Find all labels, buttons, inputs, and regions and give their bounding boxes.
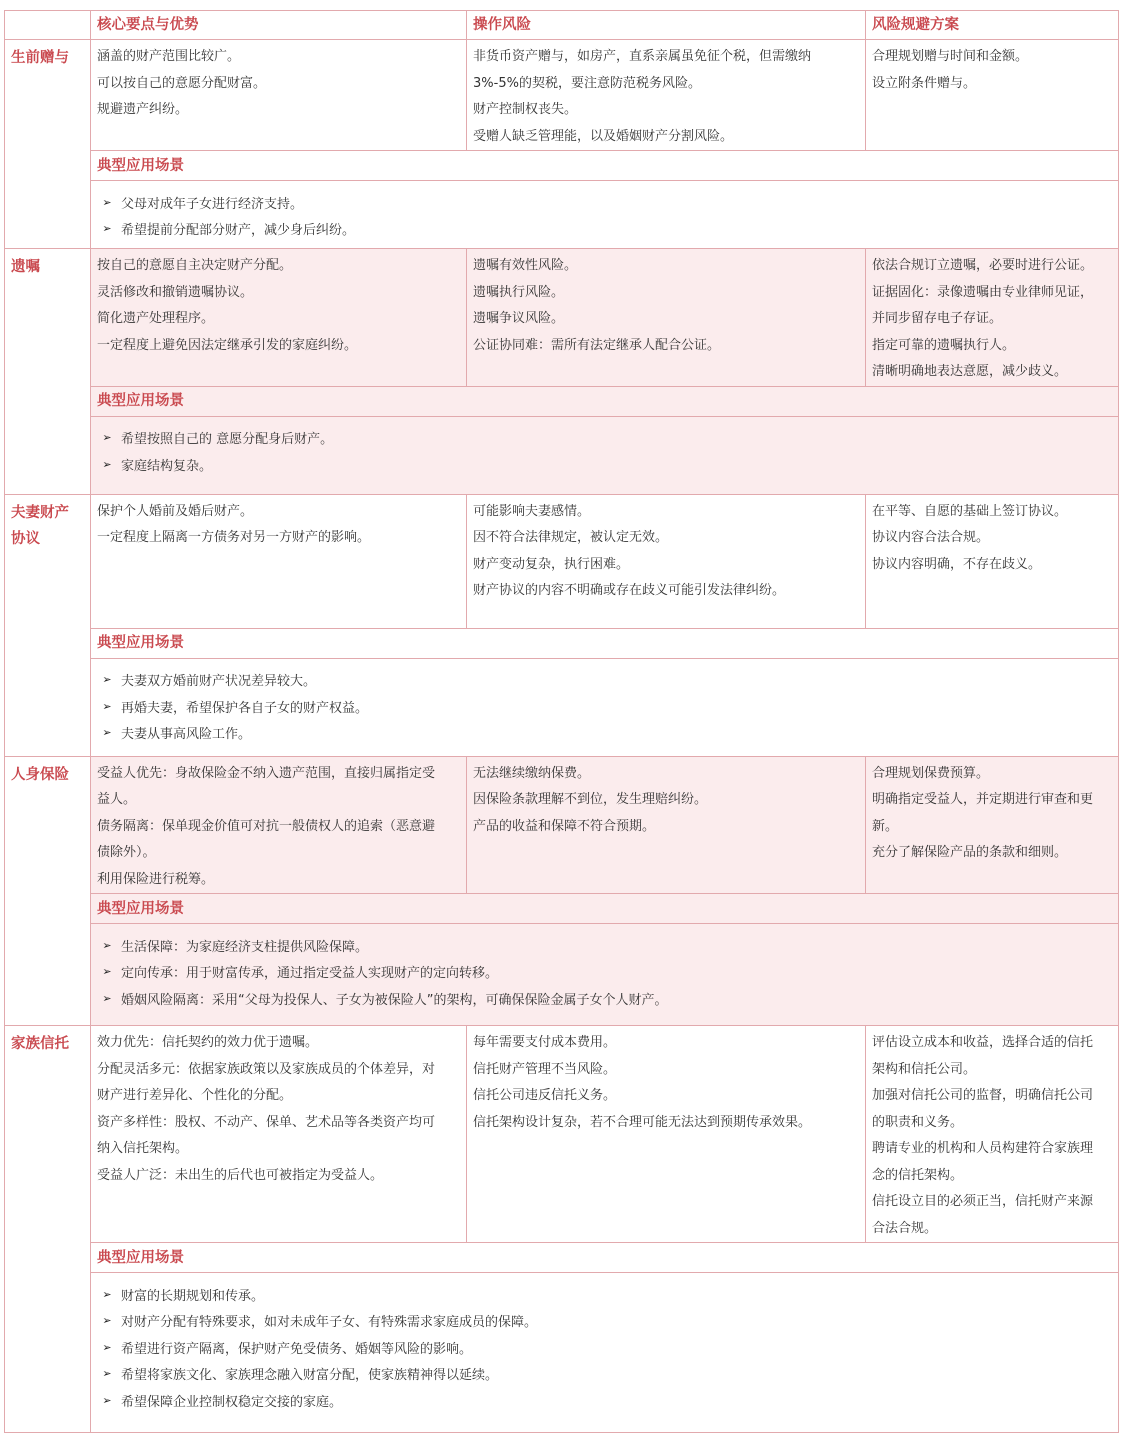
solutions-cell <box>866 249 1119 387</box>
risks-line: 非货币资产赠与，如房产，直系亲属虽免征个税，但需缴纳 <box>473 49 812 64</box>
scenario-title: 典型应用场景 <box>97 900 184 917</box>
scenario-title: 典型应用场景 <box>97 393 184 409</box>
solutions-line: 聘请专业的机构和人员构建符合家族理 <box>872 1141 1094 1156</box>
section-row-1 <box>5 249 1119 387</box>
solutions-line: 合法合规。 <box>872 1220 938 1236</box>
risks-line: 产品的收益和保障不符合预期。 <box>473 818 656 834</box>
solutions-line: 并同步留存电子存证。 <box>872 311 1003 326</box>
scenario-header-cell <box>91 386 1119 416</box>
risks-line: 受赠人缺乏管理能，以及婚姻财产分割风险。 <box>473 128 734 144</box>
advantages-cell <box>91 494 467 628</box>
scenario-item <box>91 985 1118 1012</box>
risks-line: 财产协议的内容不明确或存在歧义可能引发法律纠纷。 <box>473 583 786 598</box>
arrowhead-bullet-icon: ➢ <box>102 938 112 952</box>
arrowhead-bullet-icon: ➢ <box>102 431 112 445</box>
comparison-table <box>4 10 1119 1433</box>
advantages-line: 保护个人婚前及婚后财产。 <box>97 503 254 519</box>
scenario-text: 生活保障：为家庭经济支柱提供风险保障。 <box>121 939 369 955</box>
arrowhead-bullet-icon: ➢ <box>102 1340 112 1354</box>
scenario-title: 典型应用场景 <box>97 157 184 174</box>
scenario-text: 希望按照自己的 意愿分配身后财产。 <box>121 432 334 448</box>
arrowhead-bullet-icon: ➢ <box>102 222 112 236</box>
advantages-line: 涵盖的财产范围比较广。 <box>97 49 241 64</box>
solutions-line: 证据固化：录像遗嘱由专业律师见证， <box>872 284 1094 300</box>
scenario-header-cell <box>91 1243 1119 1273</box>
scenario-text: 希望将家族文化、家族理念融入财富分配，使家族精神得以延续。 <box>121 1368 499 1384</box>
arrowhead-bullet-icon: ➢ <box>102 1314 112 1328</box>
solutions-line: 在平等、自愿的基础上签订协议。 <box>872 503 1068 519</box>
scenario-text: 父母对成年子女进行经济支持。 <box>121 196 304 212</box>
solutions-line: 架构和信托公司。 <box>872 1061 977 1077</box>
scenario-text: 再婚夫妻，希望保护各自子女的财产权益。 <box>121 700 369 716</box>
scenario-text: 希望提前分配部分财产，减少身后纠纷。 <box>121 223 356 239</box>
solutions-line: 明确指定受益人，并定期进行审查和更 <box>872 792 1094 807</box>
arrowhead-bullet-icon: ➢ <box>102 726 112 740</box>
risks-line: 可能影响夫妻感情。 <box>473 503 591 519</box>
solutions-line: 充分了解保险产品的条款和细则。 <box>872 845 1068 860</box>
scenario-item <box>91 425 1118 452</box>
risks-line: 3%-5%的契税，要注意防范税务风险。 <box>473 75 701 91</box>
section-name: 遗嘱 <box>11 259 40 275</box>
solutions-cell <box>866 756 1119 894</box>
risks-cell <box>467 494 866 628</box>
advantages-line: 受益人优先：身故保险金不纳入遗产范围，直接归属指定受 <box>97 765 436 781</box>
scenario-list-cell <box>91 658 1119 756</box>
scenario-list-cell <box>91 1273 1119 1433</box>
solutions-line: 清晰明确地表达意愿，减少歧义。 <box>872 364 1068 379</box>
section-name-cell <box>5 756 91 1026</box>
section-name-cell <box>5 40 91 249</box>
scenario-item <box>91 720 1118 747</box>
risks-cell <box>467 756 866 894</box>
header-risks-cell <box>467 11 866 40</box>
arrowhead-bullet-icon: ➢ <box>102 1367 112 1381</box>
header-risks: 操作风险 <box>473 17 531 33</box>
risks-line: 公证协同难：需所有法定继承人配合公证。 <box>473 337 721 353</box>
header-advantages-cell <box>91 11 467 40</box>
advantages-line: 一定程度上隔离一方债务对另一方财产的影响。 <box>97 530 371 545</box>
solutions-line: 念的信托架构。 <box>872 1167 964 1183</box>
risks-line: 因不符合法律规定，被认定无效。 <box>473 530 669 545</box>
scenario-list-cell <box>91 416 1119 494</box>
advantages-line: 资产多样性：股权、不动产、保单、艺术品等各类资产均可 <box>97 1114 436 1130</box>
scenario-text: 夫妻从事高风险工作。 <box>121 727 252 743</box>
solutions-line: 指定可靠的遗嘱执行人。 <box>872 337 1016 353</box>
scenario-list-row <box>5 658 1119 756</box>
solutions-line: 设立附条件赠与。 <box>872 75 977 91</box>
scenario-item <box>91 1361 1118 1388</box>
advantages-cell <box>91 40 467 151</box>
scenario-text: 婚姻风险隔离：采用“父母为投保人、子女为被保险人”的架构，可确保保险金属子女个人财产。 <box>121 992 668 1008</box>
scenario-item <box>91 1281 1118 1308</box>
section-row-4 <box>5 1026 1119 1243</box>
section-row-3 <box>5 756 1119 894</box>
arrowhead-bullet-icon: ➢ <box>102 991 112 1005</box>
scenario-item <box>91 667 1118 694</box>
scenario-header-row <box>5 628 1119 658</box>
scenario-text: 希望保障企业控制权稳定交接的家庭。 <box>121 1394 343 1410</box>
scenario-item <box>91 932 1118 959</box>
scenario-text: 对财产分配有特殊要求，如对未成年子女、有特殊需求家庭成员的保障。 <box>121 1315 538 1331</box>
scenario-text: 希望进行资产隔离，保护财产免受债务、婚姻等风险的影响。 <box>121 1341 473 1357</box>
scenario-header-cell <box>91 628 1119 658</box>
scenario-text: 夫妻双方婚前财产状况差异较大。 <box>121 674 317 690</box>
header-blank-cell <box>5 11 91 40</box>
scenario-list-row <box>5 416 1119 494</box>
scenario-item <box>91 216 1118 243</box>
risks-cell <box>467 40 866 151</box>
arrowhead-bullet-icon: ➢ <box>102 1287 112 1301</box>
header-advantages: 核心要点与优势 <box>97 17 199 33</box>
risks-line: 因保险条款理解不到位，发生理赔纠纷。 <box>473 792 708 807</box>
scenario-list-cell <box>91 181 1119 249</box>
scenario-item <box>91 189 1118 216</box>
advantages-line: 纳入信托架构。 <box>97 1141 189 1156</box>
solutions-line: 协议内容合法合规。 <box>872 530 990 545</box>
risks-line: 信托财产管理不当风险。 <box>473 1061 617 1077</box>
scenario-list-row <box>5 1273 1119 1433</box>
advantages-line: 利用保险进行税筹。 <box>97 871 215 887</box>
arrowhead-bullet-icon: ➢ <box>102 195 112 209</box>
scenario-header-row <box>5 894 1119 924</box>
arrowhead-bullet-icon: ➢ <box>102 965 112 979</box>
scenario-item <box>91 1308 1118 1335</box>
scenario-item <box>91 1387 1118 1414</box>
advantages-line: 简化遗产处理程序。 <box>97 311 215 326</box>
section-name: 家族信托 <box>11 1036 69 1052</box>
risks-line: 每年需要支付成本费用。 <box>473 1035 617 1050</box>
solutions-line: 合理规划保费预算。 <box>872 765 990 781</box>
scenario-list-row <box>5 924 1119 1026</box>
advantages-line: 受益人广泛：未出生的后代也可被指定为受益人。 <box>97 1167 384 1183</box>
advantages-line: 债除外）。 <box>97 845 156 860</box>
scenario-header-cell <box>91 151 1119 181</box>
scenario-title: 典型应用场景 <box>97 635 184 651</box>
scenario-item <box>91 1334 1118 1361</box>
solutions-line: 依法合规订立遗嘱，必要时进行公证。 <box>872 258 1094 273</box>
solutions-cell <box>866 494 1119 628</box>
solutions-line: 的职责和义务。 <box>872 1114 964 1130</box>
scenario-list-row <box>5 181 1119 249</box>
solutions-cell <box>866 40 1119 151</box>
scenario-header-row <box>5 151 1119 181</box>
risks-cell <box>467 249 866 387</box>
risks-line: 信托架构设计复杂，若不合理可能无法达到预期传承效果。 <box>473 1114 812 1130</box>
risks-line: 遗嘱争议风险。 <box>473 311 565 326</box>
arrowhead-bullet-icon: ➢ <box>102 1393 112 1407</box>
advantages-line: 灵活修改和撤销遗嘱协议。 <box>97 284 254 300</box>
section-row-2 <box>5 494 1119 628</box>
header-solutions: 风险规避方案 <box>872 17 959 33</box>
section-name-cell <box>5 1026 91 1433</box>
solutions-line: 协议内容明确，不存在歧义。 <box>872 556 1042 572</box>
section-row-0 <box>5 40 1119 151</box>
section-name-line: 协议 <box>11 530 40 547</box>
solutions-line: 信托设立目的必须正当，信托财产来源 <box>872 1194 1094 1209</box>
section-name: 生前赠与 <box>11 50 69 66</box>
arrowhead-bullet-icon: ➢ <box>102 673 112 687</box>
risks-line: 财产控制权丧失。 <box>473 102 578 117</box>
header-solutions-cell <box>866 11 1119 40</box>
solutions-cell <box>866 1026 1119 1243</box>
advantages-line: 益人。 <box>97 792 137 807</box>
scenario-text: 财富的长期规划和传承。 <box>121 1288 265 1304</box>
scenario-header-row <box>5 386 1119 416</box>
advantages-line: 规避遗产纠纷。 <box>97 102 189 117</box>
advantages-line: 一定程度上避免因法定继承引发的家庭纠纷。 <box>97 337 358 353</box>
advantages-line: 债务隔离：保单现金价值可对抗一般债权人的追索（恶意避 <box>97 818 436 834</box>
scenario-text: 家庭结构复杂。 <box>121 458 213 474</box>
scenario-item <box>91 693 1118 720</box>
risks-line: 财产变动复杂，执行困难。 <box>473 556 630 572</box>
advantages-cell <box>91 1026 467 1243</box>
scenario-item <box>91 451 1118 478</box>
section-name-cell <box>5 494 91 756</box>
table-body <box>5 11 1119 1433</box>
section-name: 人身保险 <box>11 766 69 783</box>
scenario-header-cell <box>91 894 1119 924</box>
advantages-line: 按自己的意愿自主决定财产分配。 <box>97 258 293 273</box>
scenario-text: 定向传承：用于财富传承，通过指定受益人实现财产的定向转移。 <box>121 966 499 982</box>
solutions-line: 合理规划赠与时间和金额。 <box>872 49 1029 64</box>
advantages-line: 可以按自己的意愿分配财富。 <box>97 75 267 91</box>
arrowhead-bullet-icon: ➢ <box>102 699 112 713</box>
risks-cell <box>467 1026 866 1243</box>
advantages-line: 财产进行差异化、个性化的分配。 <box>97 1088 293 1103</box>
scenario-list-cell <box>91 924 1119 1026</box>
section-name-cell <box>5 249 91 495</box>
risks-line: 遗嘱有效性风险。 <box>473 258 578 273</box>
advantages-cell <box>91 756 467 894</box>
arrowhead-bullet-icon: ➢ <box>102 457 112 471</box>
scenario-title: 典型应用场景 <box>97 1249 184 1266</box>
risks-line: 信托公司违反信托义务。 <box>473 1088 617 1103</box>
risks-line: 无法继续缴纳保费。 <box>473 765 591 781</box>
advantages-line: 效力优先：信托契约的效力优于遗嘱。 <box>97 1035 319 1050</box>
solutions-line: 加强对信托公司的监督，明确信托公司 <box>872 1088 1094 1103</box>
solutions-line: 评估设立成本和收益，选择合适的信托 <box>872 1035 1094 1050</box>
section-name-line: 夫妻财产 <box>11 504 69 521</box>
advantages-cell <box>91 249 467 387</box>
scenario-header-row <box>5 1243 1119 1273</box>
solutions-line: 新。 <box>872 818 899 834</box>
risks-line: 遗嘱执行风险。 <box>473 284 565 300</box>
header-row <box>5 11 1119 40</box>
scenario-item <box>91 959 1118 986</box>
advantages-line: 分配灵活多元：依据家族政策以及家族成员的个体差异，对 <box>97 1061 436 1077</box>
